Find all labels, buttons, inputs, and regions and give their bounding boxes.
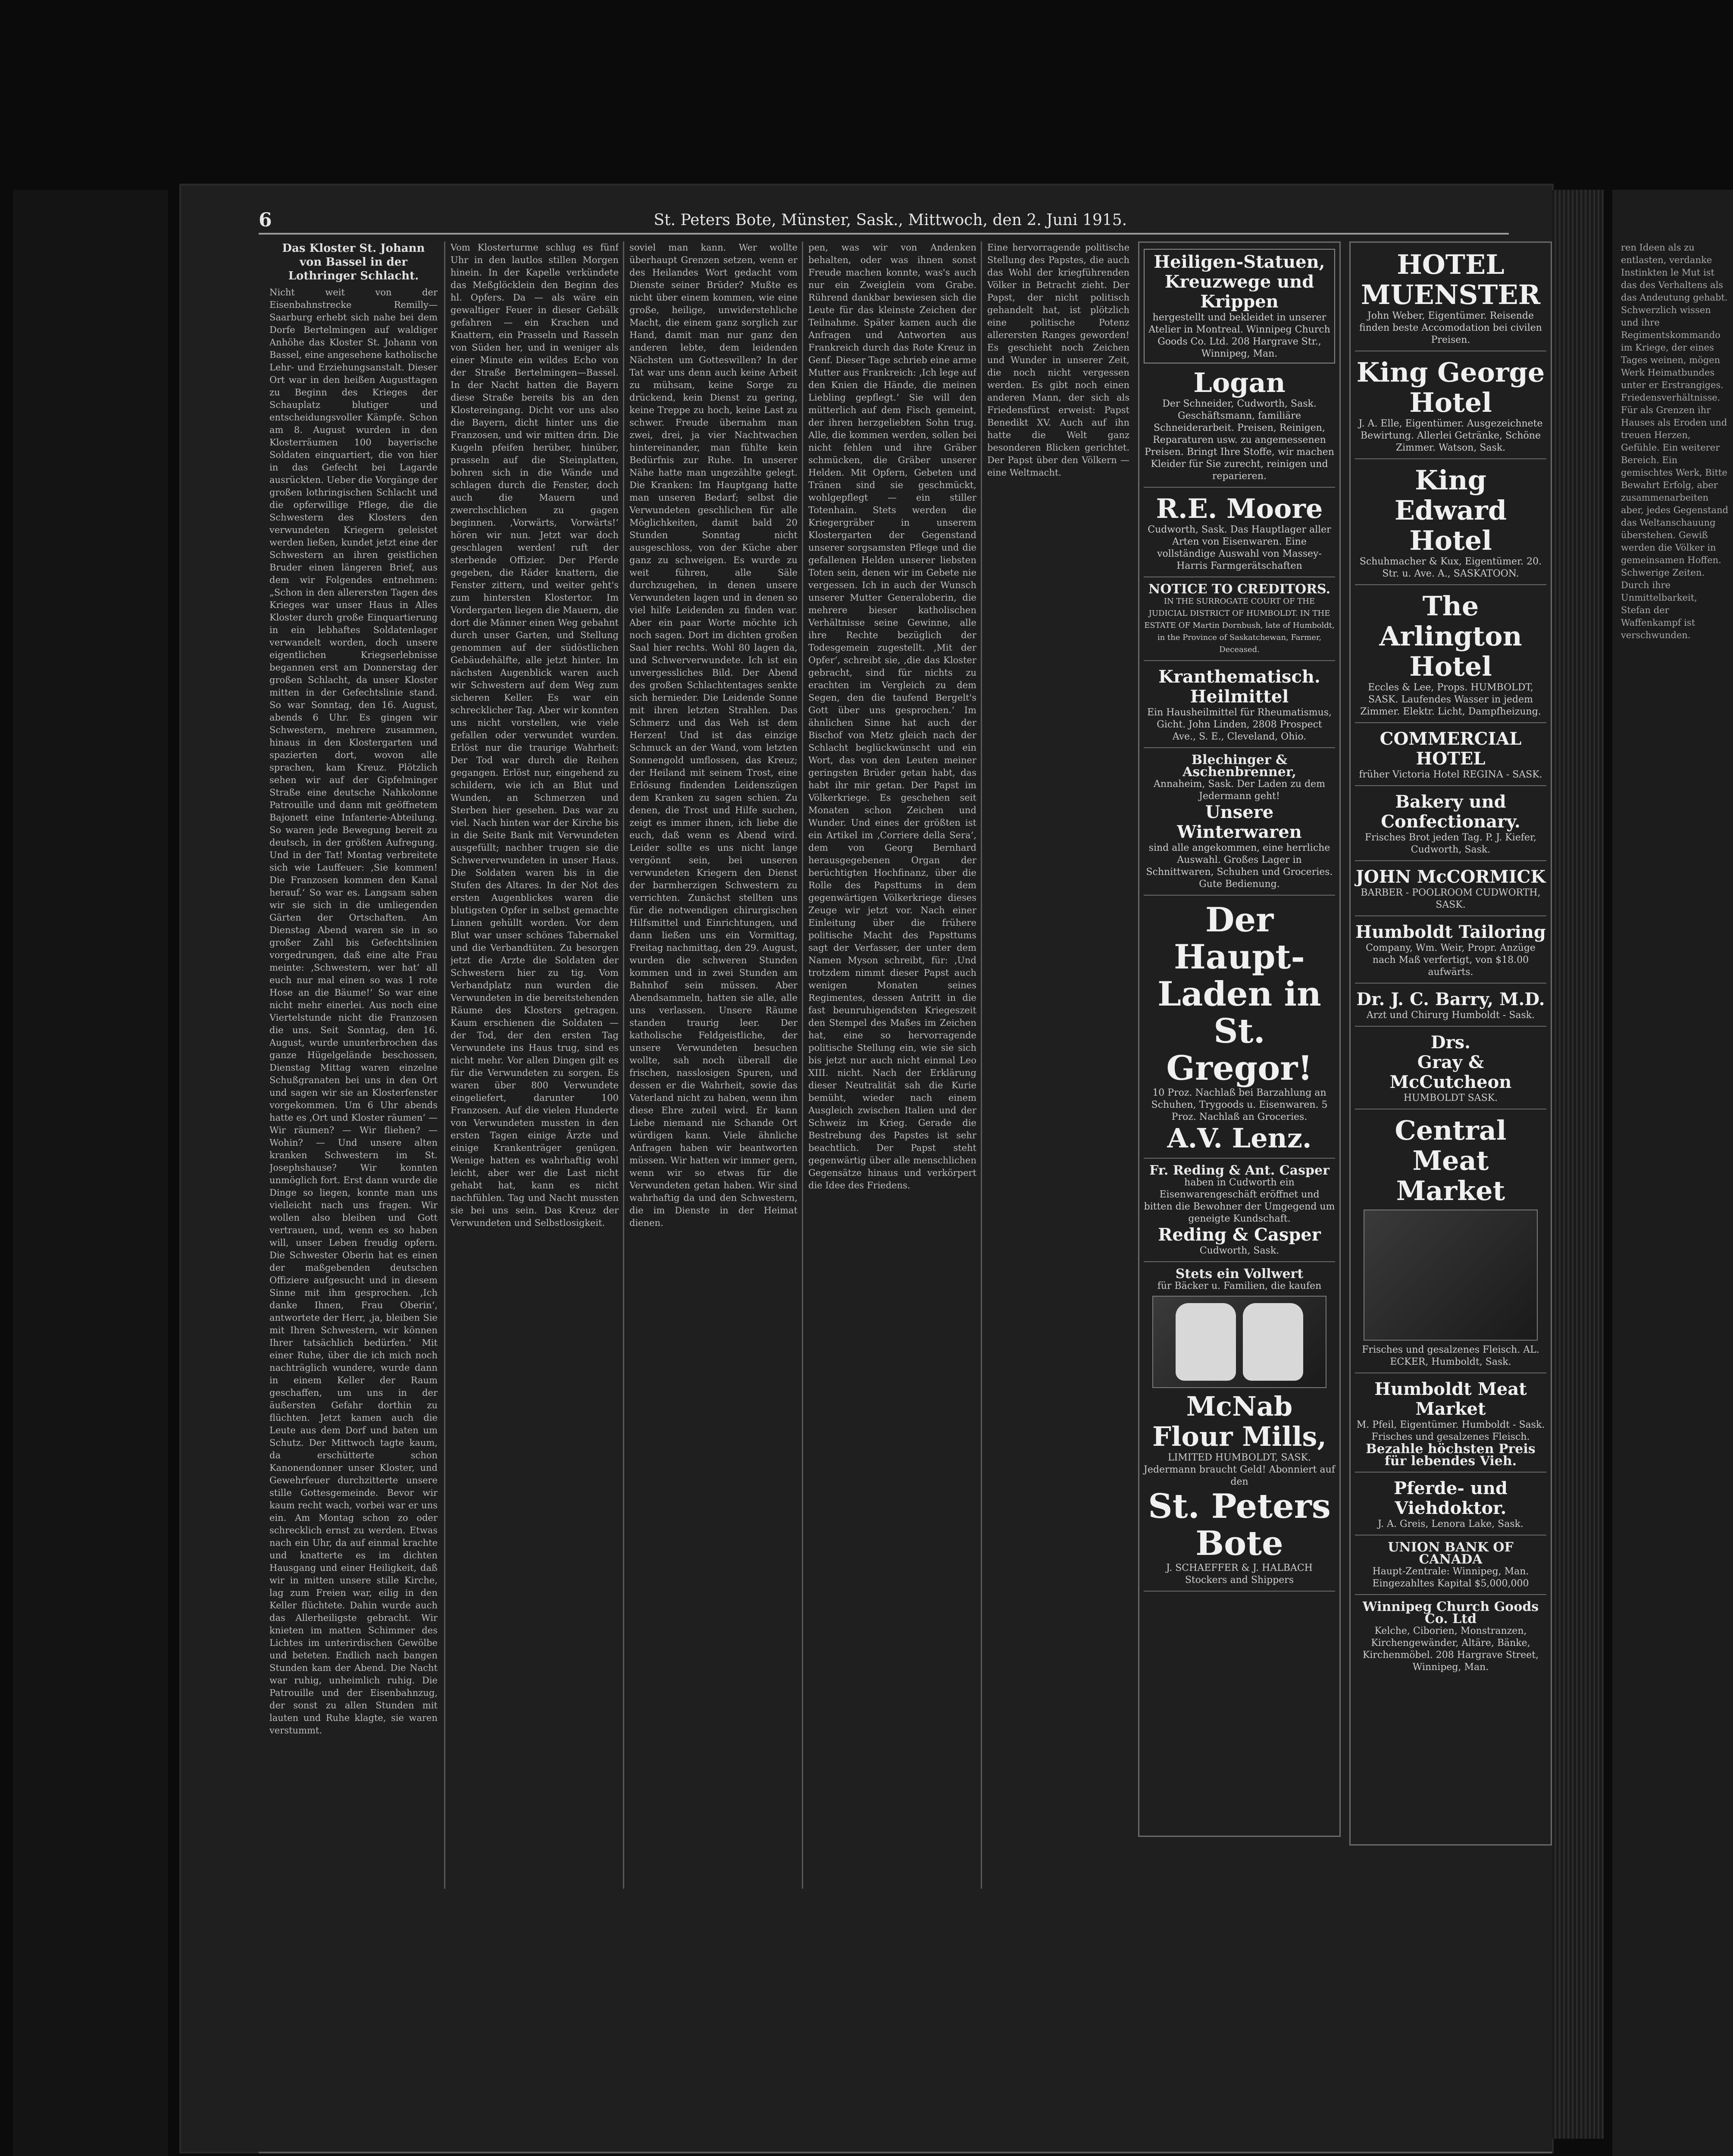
ad-title: Kranthematisch. Heilmittel	[1158, 667, 1320, 707]
ad-text: Eccles & Lee, Props. HUMBOLDT, SASK. Laufendes Wasser in jedem Zimmer. Elektr. Licht, Dampfheizung.	[1360, 682, 1541, 717]
ad-text: HUMBOLDT SASK.	[1403, 1093, 1498, 1103]
ad-title: St. Peters Bote	[1148, 1487, 1331, 1563]
ad-text: 10 Proz. Nachlaß bei Barzahlung an Schuhen, Trygoods u. Eisenwaren. 5 Proz. Nachlaß an Groceries.	[1151, 1087, 1328, 1122]
article-body: Eine hervorragende politische Stellung des Papstes, die auch das Wohl der kriegführenden Völker in Betracht zieht. Der Papst, der nicht politisch gehandelt hat, ist plötzlich eine politische Potenz allerersten Ranges geworden! Es geschieht noch Zeichen und Wunder in unserer Zeit, die noch nicht vergessen werden. Es gibt noch einen anderen Mann, der sich als Friedensfürst erweist: Papst Benedikt XV. Auch auf ihn hatte die Welt ganz besonderen Blicken gerichtet. Der Papst über den Völkern — eine Weltmacht.	[987, 242, 1129, 478]
ad-text: Schuhmacher & Kux, Eigentümer. 20. Str. u. Ave. A., SASKATOON.	[1359, 556, 1542, 579]
article-body: soviel man kann. Wer wollte überhaupt Grenzen setzen, wenn er des Heilandes Wort gedacht vom Dienste seiner Brüder? Mußte es nicht über einem kommen, wie eine große, heilige, unwiderstehliche Macht, die einem ganz sorglich zur Hand, damit man nur ganz den anderen lebte, dem leidenden Nächsten um Gotteswillen? In der Tat war uns denn auch keine Arbeit zu mühsam, keine Sorge zu drückend, kein Dienst zu gering, keine Treppe zu hoch, keine Last zu schwer. Freude übernahm man zwei, drei, ja vier Nachtwachen hintereinander, man fühlte kein Bedürfnis zur Ruhe. In unserer Nähe hatte man ungezählte gelegt. Die Kranken: Im Hauptgang hatte man unseren Bedarf; selbst die Verwundeten geschlichen für alle Möglichkeiten, damit bald 20 Stunden Sonntag nicht ausgeschloss, von der Küche aber ganz zu schweigen. Es wurde zu weit führen, alle Säle durchzugehen, in denen unsere Verwundeten lagen und in denen so viel hilfe Leidenden zu finden war. Aber ein paar Worte möchte ich noch sagen. Dort im dichten großen Saal hier rechts. Wohl 80 lagen da, und Schwerverwundete. Ich ist ein unvergessliches Bild. Der Abend des großen Schlachtentages senkte sich hernieder. Die Leidende Sonne mit ihren letzten Strahlen. Das Schmerz und das Weh ist dem Herzen! Und ist das einzige Schmuck an der Wand, vom letzten Sonnengold umflossen, das Kreuz; der Heiland mit seinem Trost, eine Erlösung findenden Leidenszügen dem Kranken zu sagen schien. Zu denen, die Trost und Hilfe suchen, zeigt es immer ihnen, ich liebe die euch, daß wenn es Abend wird. Leider sollte es uns nicht lange vergönnt sein, bei unseren verwundeten Kriegern den Dienst der barmherzigen Schwestern zu verrichten. Zunächst stellten uns für die notwendigen chirurgischen Hilfsmittel und Einrichtungen, und dann ließen uns ein Vormittag, Freitag nachmittag, den 29. August, wurden die schweren Stunden kommen und in zwei Stunden am Bahnhof sein müssen. Aber Abendsammeln, hatten sie alle, alle uns verlassen. Unsere Räume standen traurig leer. Der katholische Feldgeistliche, der unsere Verwundeten besuchen wollte, sah noch überall die frischen, nasslosigen Spuren, und dessen er die Wahrheit, sowie das Vaterland nicht zu haben, wenn ihm diese Ehre zuteil wird. Er kann Liebe niemand nie Schande Ort würdigen kann. Viele ähnliche Anfragen haben wir beantworten müssen. Wir hatten wir immer gern, wenn wir so etwas für die Verwundeten getan haben. Wir sind wahrhaftig da und den Schwestern, die im Dienste in der Heimat dienen.	[629, 242, 798, 1228]
ad-title: Logan	[1193, 367, 1286, 398]
ad-title: NOTICE TO CREDITORS.	[1148, 582, 1331, 597]
ad-central-meat	[1355, 1113, 1546, 1373]
ad-text: haben in Cudworth ein Eisenwarengeschäft eröffnet und bitten die Bewohner der Umgegend um geneigte Kundschaft.	[1144, 1177, 1335, 1224]
ads-column-2	[1349, 241, 1552, 1846]
ad-commercial-hotel	[1355, 727, 1546, 786]
ad-title: Stets ein Vollwert	[1175, 1266, 1304, 1282]
ad-title: HOTEL MUENSTER	[1361, 249, 1541, 310]
ad-union-bank	[1355, 1539, 1546, 1595]
ad-statuen	[1144, 249, 1335, 364]
ad-title: McNab Flour Mills,	[1152, 1391, 1327, 1452]
ad-mccormick	[1355, 865, 1546, 916]
ads-column-1	[1138, 241, 1341, 1837]
ad-dr-barry	[1355, 987, 1546, 1027]
ad-title: JOHN McCORMICK	[1355, 867, 1546, 887]
ad-text: J. SCHAEFFER & J. HALBACH Stockers and Shippers	[1166, 1563, 1313, 1586]
ad-text: Der Schneider, Cudworth, Sask. Geschäftsmann, familiäre Schneiderarbeit. Preisen, Reinigen, Reparaturen usw. zu angemessenen Preisen. Bringt Ihre Stoffe, wir machen Kleider für Sie zurecht, reinigen und reparieren.	[1145, 398, 1334, 482]
left-margin	[13, 190, 168, 2156]
ad-title: Blechinger & Aschenbrenner,	[1182, 752, 1296, 780]
page-number: 6	[259, 209, 272, 231]
ad-text: IN THE SURROGATE COURT OF THE JUDICIAL DISTRICT OF HUMBOLDT. IN THE ESTATE OF Martin Dornbush, late of Humboldt, in the Province of Saskatchewan, Farmer, Deceased.	[1144, 597, 1335, 654]
flour-sacks-image	[1152, 1296, 1326, 1388]
ad-moore	[1144, 491, 1335, 577]
article-column-2	[450, 241, 619, 1966]
column-divider	[802, 241, 803, 1889]
ad-text: Kelche, Ciborien, Monstranzen, Kirchengewänder, Altäre, Bänke, Kirchenmöbel. 208 Hargrave Street, Winnipeg, Man.	[1362, 1626, 1539, 1673]
ad-text: Arzt und Chirurg Humboldt - Sask.	[1366, 1010, 1535, 1021]
column-divider	[444, 241, 445, 1889]
ad-title: Drs.	[1430, 1032, 1471, 1053]
ad-text: hergestellt und bekleidet in unserer Atelier in Montreal. Winnipeg Church Goods Co. Ltd. 208 Hargrave Str., Winnipeg, Man.	[1148, 312, 1330, 359]
ad-text: Company, Wm. Weir, Propr. Anzüge nach Maß verfertigt, von $18.00 aufwärts.	[1366, 943, 1536, 978]
masthead	[259, 207, 1509, 235]
ad-title: The Arlington Hotel	[1379, 590, 1522, 682]
ad-text: Ein Hausheilmittel für Rheumatismus, Gicht. John Linden, 2808 Prospect Ave., S. E., Cleveland, Ohio.	[1147, 707, 1332, 742]
ad-text: für Bäcker u. Familien, die kaufen	[1157, 1281, 1322, 1291]
ad-text: sind alle angekommen, eine herrliche Auswahl. Großes Lager in Schnittwaren, Schuhen und Groceries. Gute Bedienung.	[1146, 843, 1333, 890]
bottom-rule	[259, 2152, 1552, 2153]
ad-title: Unsere Winterwaren	[1177, 802, 1302, 842]
ad-text: M. Pfeil, Eigentümer. Humboldt - Sask. Frisches und gesalzenes Fleisch.	[1356, 1420, 1545, 1442]
article-column-3	[629, 241, 798, 1966]
ad-gray-mccutcheon	[1355, 1030, 1546, 1109]
article-column-5	[987, 241, 1129, 1966]
butcher-illustration	[1364, 1210, 1538, 1341]
right-page-text: ren Ideen als zu entlasten, verdanke Instinkten le Mut ist das des Verhaltens als das Andeutung gehabt. Schwerzlich wissen und ihre Regimentskommando im Kriege, der eines Tages weinen, mögen Werk Heimatbundes unter er Erstrangiges. Friedensverhältnisse. Für als Grenzen ihr Hauses als Eroden und treuen Herzen, Gefühle. Ein weiterer Bereich. Ein gemischtes Werk, Bitte Bewahrt Erfolg, aber zusammenarbeiten aber, jedes Gegenstand das Weltanschauung überstehen. Gewiß werden die Völker in gemeinsamen Hoffen. Schwerige Zeiten. Durch ihre Unmittelbarkeit, Stefan der Waffenkampf ist verschwunden.	[1621, 242, 1729, 640]
ad-text: Frisches und gesalzenes Fleisch. AL. ECKER, Humboldt, Sask.	[1362, 1344, 1539, 1367]
flour-sack-icon	[1243, 1303, 1303, 1381]
ad-title: King Edward Hotel	[1394, 464, 1507, 556]
ad-title: Reding & Casper	[1158, 1225, 1321, 1245]
ad-title: COMMERCIAL HOTEL	[1380, 729, 1522, 769]
ad-title: Der Haupt-Laden in St. Gregor!	[1157, 900, 1321, 1088]
ad-text: Haupt-Zentrale: Winnipeg, Man. Eingezahltes Kapital $5,000,000	[1372, 1566, 1529, 1589]
ad-title: King George Hotel	[1356, 357, 1545, 418]
article-column-4	[808, 241, 976, 1966]
ad-text: John Weber, Eigentümer. Reisende finden beste Accomodation bei civilen Preisen.	[1359, 310, 1542, 345]
ad-title: Central Meat Market	[1395, 1115, 1507, 1206]
ad-viehdoktor	[1355, 1476, 1546, 1536]
ad-notice-creditors	[1144, 581, 1335, 661]
flour-sack-icon	[1176, 1303, 1236, 1381]
article-body: pen, was wir von Andenken behalten, oder was ihnen sonst Freude machen konnte, was's auch nur ein Zweiglein vom Grabe. Rührend dankbar bewiesen sich die Leute für das kleinste Zeichen der Teilnahme. Später kamen auch die Anfragen und Antworten aus Frankreich durch das Rote Kreuz in Genf. Dieser Tage schrieb eine arme Mutter aus Frankreich: ‚Ich lege auf den Knien die Hände, die meinen Liebling gepflegt.‘ Sie will den mütterlich auf dem Fisch gemeint, der ihren herzgeliebten Sohn trug. Alle, die kommen werden, sollen bei nicht fehlen und ihre Gräber schmücken, die Gräber unserer Helden. Mit Opfern, Gebeten und Tränen sind sie geschmückt, wohlgepflegt — ein stiller Totenhain. Stets werden die Kriegergräber in unserem Klostergarten der Gegenstand unserer sorgsamsten Pflege und die gefallenen Helden unserer liebsten Toten sein, denen wir im Gebete nie vergessen. Ich in auch der Wunsch unserer Mutter Generaloberin, die mehrere bieser katholischen Verhältnisse seine Gewinne, alle ihre Rechte bezüglich der Todesgemein zugestellt. ‚Mit der Opfer‘, schreibt sie, ‚die das Kloster gebracht, sind für nichts zu erachten im Vergleich zu dem Segen, den die taufend Bergelt's Gott über uns gesprochen.‘ Im ähnlichen Sinne hat auch der Bischof von Metz gleich nach der Schlacht beglückwünscht und ein Wort, das von den Leuten meiner geringsten Brüder getan habt, das habt ihr mir getan. Der Papst im Völkerkriege. Es geschehen seit Monaten schon Zeichen und Wunder. Und eines der größten ist ein Artikel im ‚Corriere della Sera‘, dem von Georg Bernhard herausgegebenen Organ der berüchtigten Hochfinanz, über die Rolle des Papsttums in dem gegenwärtigen Völkerkriege dieses Zeuge wir jetzt vor. Nach einer Einleitung über die frühere politische Macht des Papsttums sagt der Verfasser, der unter dem Namen Myson schreibt, für: ‚Und trotzdem nimmt dieser Papst auch wenigen Monaten seines Regimentes, dessen Antritt in die fast beunruhigendsten Kriegeszeit den Stempel des Maßes im Zeichen hat, eine so hervorragende politische Stellung ein, wie sie sich bis jetzt nur auch nicht einmal Leo XIII. nicht. Nach der Erklärung dieser Neutralität sah die Kurie bemüht, wieder nach einem Ausgleich zwischen Italien und der Schweiz im Krieg. Gerade die Bestrebung des Papstes ist sehr beachtlich. Der Papst steht gegenwärtig über alle menschlichen Gegensätze hinaus und verkörpert die Idee des Friedens.	[808, 242, 976, 1191]
ad-title: Winnipeg Church Goods Co. Ltd	[1362, 1599, 1539, 1626]
ad-text: LIMITED HUMBOLDT, SASK. Jedermann braucht Geld! Abonniert auf den	[1144, 1452, 1335, 1487]
column-divider	[981, 241, 982, 1889]
ad-reding-casper	[1144, 1162, 1335, 1262]
article-body: Vom Klosterturme schlug es fünf Uhr in den lautlos stillen Morgen hinein. In der Kapelle verkündete das Meßglöcklein den Beginn des hl. Opfers. Da — als wäre ein gewaltiger Feuer in dieser Gebälk gefahren — ein Krachen und Knattern, ein Prasseln und Rasseln von Süden her, und in weniger als einer Minute ein wildes Echo von der Straße Bertelmingen—Bassel. In der Nacht hatten die Bayern diese Straße bereits bis an den Klostereingang. Dicht vor uns also die Bayern, dicht hinter uns die Franzosen, und wir mitten drin. Die Kugeln pfeifen herüber, hinüber, prasseln auf die Steinplatten, bohren sich in die Wände und schlagen durch die Fenster, doch auch die Mauern und zwerchschlichen zu gagen beginnen. ‚Vorwärts, Vorwärts!‘ hören wir nun. Jetzt war doch geschlagen werden! ruft der sterbende Offizier. Der Pferde gegeben, die Räder knattern, die Fenster zittern, und weiter geht's zum hintersten Klostertor. Im Vordergarten liegen die Mauern, die dort die Männer einen Weg gebahnt durch unser Garten, und Stellung genommen auf der südöstlichen Gebäudehälfte, alle jetzt hinter. Im nächsten Augenblick waren auch wir Schwestern auf dem Weg zum sicheren Keller. Es war ein schrecklicher Tag. Aber wir konnten uns nicht vorstellen, wie viele gefallen oder verwundet wurden. Erlöst nur die traurige Wahrheit: Der Tod war durch die Reihen gegangen. Erlöst nur, eingehend zu schildern, wie ich an Blut und Wunden, an Schmerzen und Sterben hier gesehen. Das war zu viel. Nach hinten war der Kirche bis in die Seite Bank mit Verwundeten ausgefüllt; nachher trugen sie die Schwerverwundeten in unser Haus. Die Soldaten waren bis in die Stufen des Altares. In der Not des ersten Augenblickes waren die blutigsten Opfer in selbst gemachte Linnen gehüllt worden. Vor dem Blut war unser schönes Tabernakel und die Verbandtüten. Zu besorgen jetzt die Arzte die Soldaten der Schwestern hier zu tig. Vom Verbandplatz nun wurden die Verwundeten in die bereitstehenden Räume des Klosters getragen. Kaum erschienen die Soldaten — der Tod, der den ersten Tag Verwundete ins Haus trug, sind es nicht mehr. Vor allen Dingen gilt es für die Verwundeten zu sorgen. Es waren über 800 Verwundete eingeliefert, darunter 100 Franzosen. Auf die vielen Hunderte von Verwundeten mussten in den ersten Tagen einige Ärzte und einige Krankenträger genügen. Wenige hatten es wahrhaftig wohl leicht, aber wer die Last nicht gehabt hat, kann es nicht nachfühlen. Tag und Nacht mussten sie bei uns sein. Das Kreuz der Verwundeten und Selbstlosigkeit.	[450, 242, 619, 1228]
ad-text: Frisches Brot jeden Tag. P. J. Kiefer, Cudworth, Sask.	[1364, 832, 1537, 855]
ad-title: Pferde- und Viehdoktor.	[1394, 1478, 1508, 1518]
ad-title: Humboldt Meat Market	[1374, 1379, 1527, 1419]
page-edge	[1552, 190, 1604, 2139]
ad-king-george	[1355, 355, 1546, 459]
ad-humboldt-meat	[1355, 1377, 1546, 1473]
ad-church-goods	[1355, 1598, 1546, 1678]
ad-arlington	[1355, 589, 1546, 723]
ad-title: Humboldt Tailoring	[1355, 922, 1546, 942]
ad-title: Dr. J. C. Barry, M.D.	[1356, 989, 1545, 1009]
article-body: Nicht weit von der Eisenbahnstrecke Remilly—Saarburg erhebt sich nahe bei dem Dorfe Bertelmingen auf waldiger Anhöhe das Kloster St. Johann von Bassel, eine angesehene katholische Lehr- und Erziehungsanstalt. Dieser Ort war in den heißen Augusttagen zu Beginn des Krieges der Schauplatz blutiger und entscheidungsvoller Kämpfe. Schon am 8. August wurden in den Klosterräumen 100 bayerische Soldaten einquartiert, die von hier in das Gefecht bei Lagarde ausrückten. Ueber die Vorgänge der großen lothringischen Schlacht und die opferwillige Pflege, die die Schwestern des Klosters den verwundeten Kriegern geleistet werden ließen, kundet jetzt eine der Schwestern an ihren geistlichen Bruder einen längeren Brief, aus dem wir Folgendes entnehmen: „Schon in den allerersten Tagen des Krieges war unser Haus in Alles Kloster durch große Einquartierung in ein lebhaftes Soldatenlager verwandelt worden, doch unsere eigentlichen Kriegserlebnisse begannen erst am Donnerstag der großen Schlacht, da unser Kloster mitten in der Gefechtslinie stand. So war Sonntag, den 16. August, abends 6 Uhr. Es gingen wir Schwestern, mehrere zusammen, hinaus in den Klostergarten und spazierten dort, wovon alle sprachen, kam Kreuz. Plötzlich sehen wir auf der Gipfelminger Straße eine deutsche Nahkolonne Patrouille und dann mit geöffnetem Bajonett eine Infanterie-Abteilung. So waren jede Bewegung bereit zu deutsch, in der größten Aufregung. Und in der Tat! Montag verbreitete sich wie Lauffeuer: ‚Sie kommen! Die Franzosen kommen den Kanal herauf.‘ So war es. Langsam sahen wir sie sich in die umliegenden Gärten der Ortschaften. Am Dienstag Abend waren sie in so großer Zahl bis Gefechtslinien vorgedrungen, daß eine alte Frau meinte: ‚Schwestern, wer hat‘ all euch nur mal einen so was 1 rote Hose an die Bäume!‘ So war eine nicht mehr einerlei. Aus noch eine Viertelstunde nicht die Franzosen die uns. Seit Sonntag, den 16. August, wurde ununterbrochen das ganze Hügelgelände beschossen, Dienstag Mittag waren einzelne Schußgranaten bei uns in den Ort und sagen wir sie an Klosterfenster vorgekommen. Um 6 Uhr abends hatte es ‚Ort und Kloster räumen‘ — Wir räumen? — Wir fliehen? — Wohin? — Und unsere alten kranken Schwestern im St. Josephshause? Wir konnten unmöglich fort. Erst dann wurde die Dinge so liegen, konnte man uns vielleicht nach uns fragen. Wir wollen also bleiben und Gott vertrauen, und, wenn es so haben will, unser Leben freudig opfern. Die Schwester Oberin hat es einen der maßgebenden deutschen Offiziere aufgesucht und in diesem Sinne mit ihm gesprochen. ‚Ich danke Ihnen, Frau Oberin‘, antwortete der Herr, ‚ja, bleiben Sie mit Ihren Schwestern, wir können Ihrer tatsächlich bedürfen.‘ Mit einer Ruhe, über die ich mich noch nachträglich wundere, wurde dann in einem Keller der Raum geschaffen, um uns in der äußersten Gefahr dorthin zu flüchten. Jetzt kamen auch die Leute aus dem Dorf und baten um Schutz. Der Mittwoch tagte kaum, da erschütterte schon Kanonendonner unser Kloster, und Gewehrfeuer durchzitterte unsere stille Gottesgemeinde. Bevor wir kaum recht wach, vorbei war er uns ein. Am Montag schon zo oder schrecklich ernst zu werden. Etwas nach ein Uhr, da auf einmal krachte und knatterte es im dichten Hausgang und einer Heiligkeit, daß wir in mitten unsere stille Kirche, lag zum Freien war, eilig in den Keller flüchtete. Dahin wurde auch das Allerheiligste gebracht. Wir knieten im matten Schimmer des Lichtes im unterirdischen Gewölbe und beteten. Endlich nach bangen Stunden kam der Abend. Die Nacht war ruhig, unheimlich ruhig. Die Patrouille und der Eisenbahnzug, der sonst zu allen Stunden mit lauten und Ruhe klagte, sie waren verstummt.	[269, 287, 438, 1736]
ad-text: Cudworth, Sask. Das Hauptlager aller Arten von Eisenwaren. Eine vollständige Auswahl von Massey-Harris Farmgerätschaften	[1148, 524, 1331, 571]
ad-hotel-muenster	[1355, 247, 1546, 351]
ad-title: Bakery und Confectionary.	[1381, 792, 1520, 832]
ad-text: Cudworth, Sask.	[1199, 1245, 1279, 1256]
ad-title: UNION BANK OF CANADA	[1388, 1540, 1514, 1567]
ad-text: Annaheim, Sask. Der Laden zu dem Jedermann geht!	[1153, 779, 1326, 802]
ad-king-edward	[1355, 463, 1546, 585]
ad-text: BARBER - POOLROOM CUDWORTH, SASK.	[1361, 887, 1541, 910]
ad-title: Gray & McCutcheon	[1389, 1052, 1512, 1092]
ad-title: Bezahle höchsten Preis für lebendes Vieh.	[1366, 1442, 1536, 1469]
masthead-title: St. Peters Bote, Münster, Sask., Mittwoch, den 2. Juni 1915.	[654, 211, 1127, 229]
ad-logan	[1144, 365, 1335, 488]
ad-title: Fr. Reding & Ant. Casper	[1149, 1163, 1329, 1178]
ad-bakery	[1355, 790, 1546, 861]
ad-st-gregor	[1144, 899, 1335, 1159]
ad-text: J. A. Elle, Eigentümer. Ausgezeichnete Bewirtung. Allerlei Getränke, Schöne Zimmer. Watson, Sask.	[1358, 418, 1543, 453]
column-divider	[623, 241, 624, 1889]
ad-title: R.E. Moore	[1156, 493, 1323, 524]
ad-title: Heiligen-Statuen, Kreuzwege und Krippen	[1154, 252, 1325, 312]
ad-tailoring	[1355, 920, 1546, 984]
ad-text: J. A. Greis, Lenora Lake, Sask.	[1378, 1519, 1523, 1529]
ad-signature: A.V. Lenz.	[1167, 1122, 1312, 1154]
article-title: Das Kloster St. Johann von Bassel in der Lothringer Schlacht.	[282, 242, 425, 282]
article-column-1	[269, 241, 438, 1966]
ad-heilmittel	[1144, 664, 1335, 748]
ad-text: früher Victoria Hotel REGINA - SASK.	[1359, 769, 1542, 780]
ad-blechinger	[1144, 752, 1335, 896]
ad-mcnab	[1144, 1266, 1335, 1592]
